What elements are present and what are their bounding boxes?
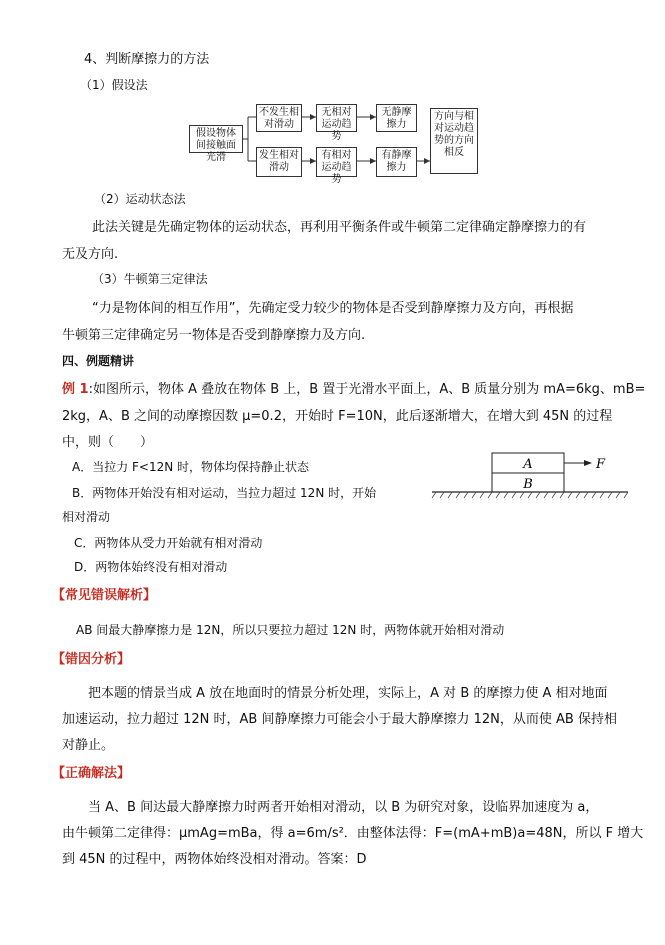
error-analysis-title: 【错因分析】 <box>52 652 131 667</box>
method-3-title: （3）牛顿第三定律法 <box>92 272 208 286</box>
method-2-text-line-1: 此法关键是先确定物体的运动状态，再利用平衡条件或牛顿第二定律确定静摩擦力的有 <box>92 220 587 235</box>
flow-upper-step-2: 无相对运动趋势 <box>316 104 357 132</box>
error-analysis-line-1: 把本题的情景当成 A 放在地面时的情景分析处理，实际上，A 对 B 的摩擦力使 A 相对地面 <box>88 686 608 701</box>
label-b: B <box>523 477 533 492</box>
flow-lower-step-1: 发生相对滑动 <box>256 147 302 177</box>
flow-upper-step-3: 无静摩擦力 <box>376 104 417 132</box>
section-examples-title: 四、例题精讲 <box>62 354 135 368</box>
example-tag: 例 1 <box>62 382 89 397</box>
error-analysis-line-3: 对静止。 <box>62 738 115 753</box>
common-error-text: AB 间最大静摩擦力是 12N，所以只要拉力超过 12N 时，两物体就开始相对滑动 <box>76 623 505 637</box>
solution-title: 【正确解法】 <box>52 766 131 781</box>
option-d: D．两物体始终没有相对滑动 <box>74 560 228 574</box>
option-c: C．两物体从受力开始就有相对滑动 <box>74 536 263 550</box>
example-1-stem-1: :如图所示，物体 A 叠放在物体 B 上，B 置于光滑水平面上，A、B 质量分别为 mA=6kg、mB= <box>88 382 646 397</box>
section-title: 4、判断摩擦力的方法 <box>84 52 210 67</box>
solution-line-3: 到 45N 的过程中，两物体始终没相对滑动。答案：D <box>62 852 367 867</box>
example-1-line-2: 2kg，A、B 之间的动摩擦因数 μ=0.2，开始时 F=10N，此后逐渐增大，在增大到 45N 的过程 <box>62 409 613 424</box>
example-1-line-3: 中，则（ ） <box>62 435 154 450</box>
solution-line-1: 当 A、B 间达最大静摩擦力时两者开始相对滑动，以 B 为研究对象，设临界加速度为 a， <box>88 800 599 815</box>
flow-start-box: 假设物体间接触面光滑 <box>189 125 243 153</box>
error-analysis-line-2: 加速运动，拉力超过 12N 时，AB 间静摩擦力可能会小于最大静摩擦力 12N，从而使 AB 保持相 <box>62 712 617 727</box>
common-error-title: 【常见错误解析】 <box>52 588 157 603</box>
example-1-line-1 <box>62 378 645 397</box>
option-b: B．两物体开始没有相对运动，当拉力超过 12N 时，开始 <box>72 486 377 500</box>
method-2-text-line-2: 无及方向. <box>62 247 119 262</box>
flow-end-box: 方向与相对运动趋势的方向相反 <box>430 108 478 174</box>
label-a: A <box>523 457 533 472</box>
solution-line-2: 由牛顿第二定律得：μmAg=mBa，得 a=6m/s²．由整体法得：F=(mA+mB)a=48N，所以 F 增大 <box>62 826 644 841</box>
method-3-text-line-2: 牛顿第三定律确定另一物体是否受到静摩擦力及方向. <box>62 328 366 343</box>
flow-lower-step-3: 有静摩擦力 <box>376 147 417 177</box>
figure-graphics <box>430 448 630 508</box>
method-3-text-line-1: “力是物体间的相互作用”，先确定受力较少的物体是否受到静摩擦力及方向，再根据 <box>92 301 574 316</box>
label-f: F <box>596 457 606 472</box>
option-b-continued: 相对滑动 <box>62 510 111 524</box>
method-1-title: （1）假设法 <box>80 78 148 92</box>
method-2-title: （2）运动状态法 <box>94 192 186 206</box>
option-a: A．当拉力 F<12N 时，物体均保持静止状态 <box>72 460 310 474</box>
flow-lower-step-2: 有相对运动趋势 <box>316 147 357 177</box>
flow-upper-step-1: 不发生相对滑动 <box>256 104 302 132</box>
